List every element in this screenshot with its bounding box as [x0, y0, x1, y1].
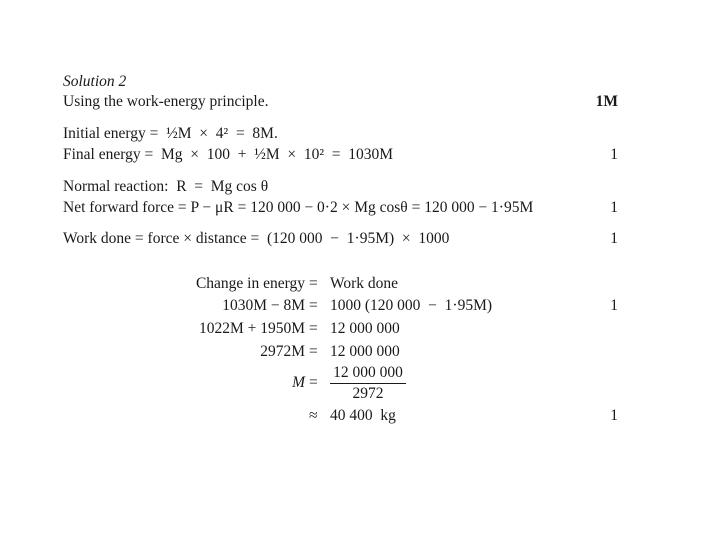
approx-sign: ≈	[309, 407, 318, 424]
final-energy-line: Final energy = Mg × 100 + ½M × 10² = 1030M	[63, 146, 394, 163]
equals-sign: =	[309, 343, 318, 360]
net-force-mark: 1	[610, 199, 618, 216]
intro-text: Using the work-energy principle.	[63, 93, 269, 110]
equation-left: 2972M	[260, 343, 305, 360]
work-done-line: Work done = force × distance = (120 000 − 1·95M) × 1000	[63, 230, 450, 247]
equation-left: Change in energy	[195, 275, 305, 292]
equation-right: Work done	[330, 275, 399, 292]
equals-sign: =	[309, 320, 318, 337]
equation-right: 1000 (120 000 − 1·95M)	[330, 297, 493, 314]
normal-reaction-line: Normal reaction: R = Mg cos θ	[63, 178, 269, 195]
equation-mark: 1	[610, 297, 618, 314]
equals-sign: =	[309, 275, 318, 292]
net-force-line: Net forward force = P − μR = 120 000 − 0·2 × Mg cosθ = 120 000 − 1·95M	[63, 199, 534, 216]
result-mark: 1	[610, 407, 618, 424]
solution-title: Solution 2	[63, 73, 127, 90]
equation-right: 12 000 000	[330, 320, 400, 337]
fraction-denominator: 2972	[352, 385, 384, 402]
equation-left: 1022M + 1950M	[198, 320, 305, 337]
final-energy-mark: 1	[610, 146, 618, 163]
initial-energy-line: Initial energy = ½M × 4² = 8M.	[63, 125, 278, 142]
result-value: 40 400 kg	[330, 407, 396, 424]
intro-mark: 1M	[595, 93, 618, 110]
fraction-equation-left: M	[292, 374, 305, 391]
work-done-mark: 1	[610, 230, 618, 247]
equation-right: 12 000 000	[330, 343, 400, 360]
fraction-numerator: 12 000 000	[330, 364, 406, 384]
equals-sign: =	[309, 374, 318, 391]
equation-left: 1030M − 8M	[222, 297, 305, 314]
equals-sign: =	[309, 297, 318, 314]
fraction	[330, 364, 406, 403]
